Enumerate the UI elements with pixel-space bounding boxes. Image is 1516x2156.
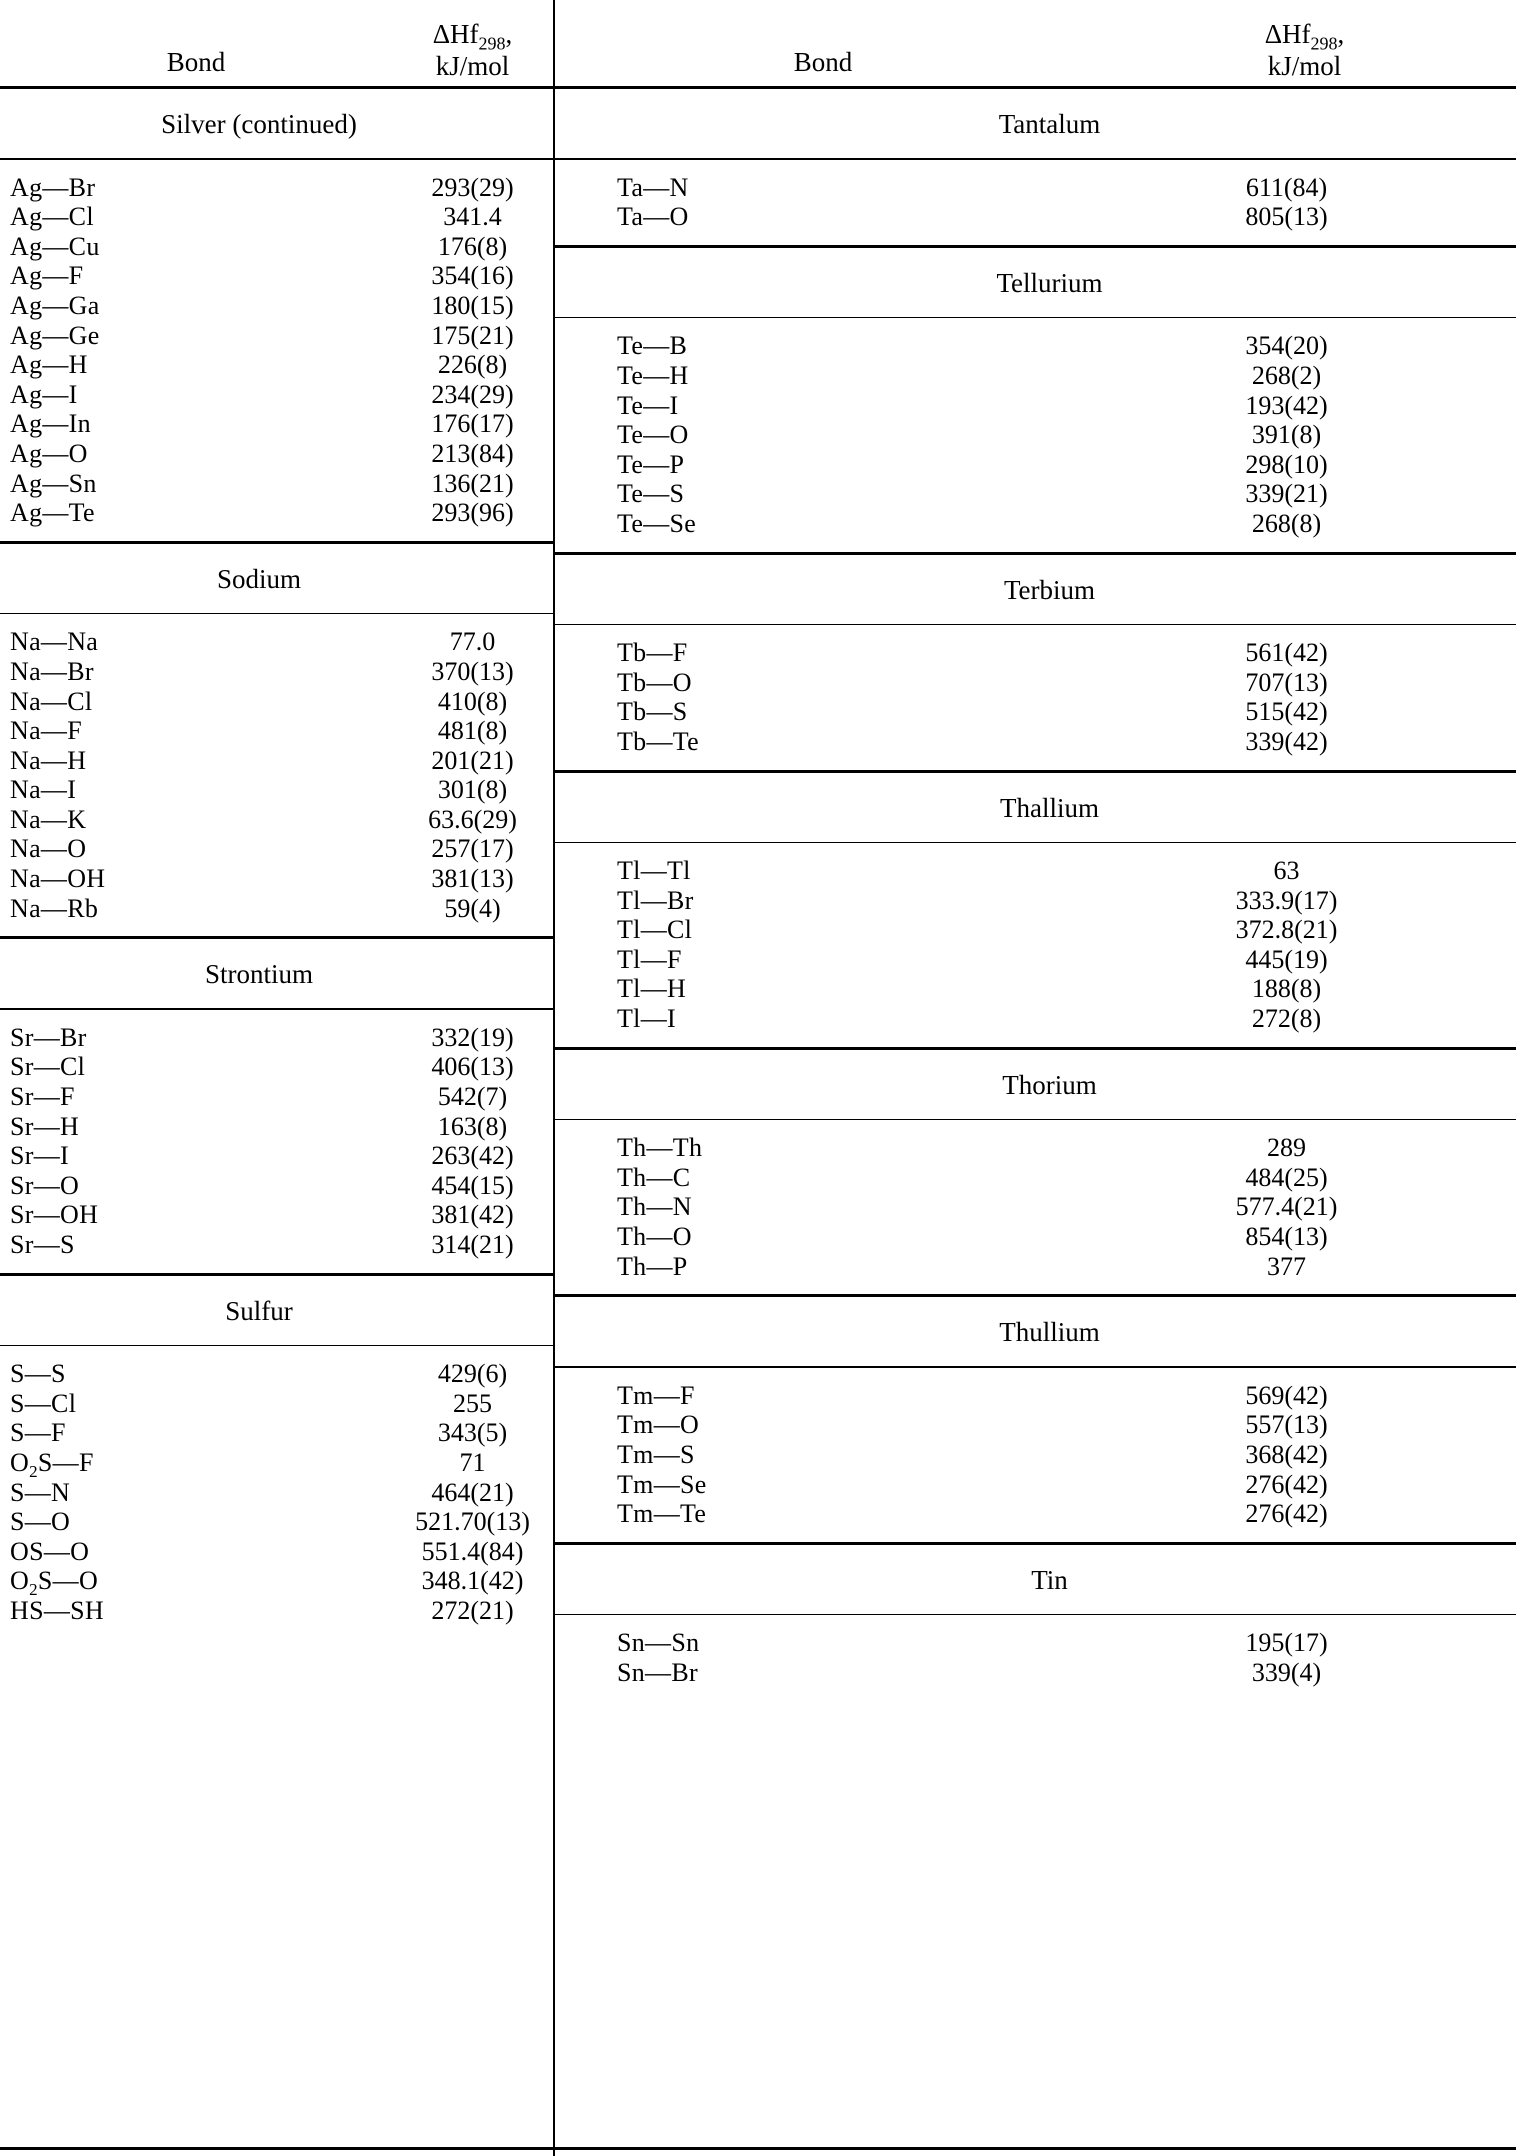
section-caption-block <box>553 1297 1516 1366</box>
bond-formula: S—Cl <box>10 1388 77 1418</box>
bond-formula: Th—O <box>617 1222 692 1252</box>
section-caption: Tellurium <box>996 267 1103 298</box>
table-row <box>0 380 553 410</box>
table-row <box>0 1082 553 1112</box>
section-rows <box>553 625 1516 769</box>
table-row <box>0 1112 553 1142</box>
bond-formula: Tl—Cl <box>617 915 693 945</box>
bond-formula: S—F <box>10 1418 66 1448</box>
bond-formula: Tl—H <box>617 974 687 1004</box>
bond-formula: Te—H <box>617 360 689 390</box>
enthalpy-value: 381(42) <box>431 1200 514 1230</box>
table-row <box>0 1537 553 1567</box>
enthalpy-value: 406(13) <box>431 1052 514 1082</box>
enthalpy-value: 429(6) <box>437 1359 508 1389</box>
table-row <box>0 775 553 805</box>
enthalpy-value: 551.4(84) <box>421 1536 524 1566</box>
bond-formula: Ag—Cu <box>10 231 100 261</box>
table-row <box>0 350 553 380</box>
enthalpy-value: 268(2) <box>1251 360 1322 390</box>
table-row <box>0 439 553 469</box>
enthalpy-value: 521.70(13) <box>415 1507 530 1537</box>
enthalpy-value: 276(42) <box>1245 1499 1328 1529</box>
enthalpy-value: 370(13) <box>431 656 514 686</box>
bond-formula: Tm—S <box>617 1440 695 1469</box>
left-header-enthalpy-symbol: ΔHf <box>432 19 479 50</box>
table-row <box>553 886 1516 916</box>
table-row <box>0 202 553 232</box>
table-row <box>0 805 553 835</box>
enthalpy-value: 339(42) <box>1245 726 1328 756</box>
table-row <box>0 261 553 291</box>
enthalpy-value: 454(15) <box>431 1170 514 1200</box>
enthalpy-value: 226(8) <box>437 350 508 380</box>
bond-formula: Ag—O <box>10 438 88 468</box>
table-bottom-rule <box>0 2147 553 2150</box>
table-row <box>553 1192 1516 1222</box>
enthalpy-value: 557(13) <box>1245 1410 1328 1440</box>
bond-formula: Tl—I <box>617 1004 676 1034</box>
table-row <box>0 1141 553 1171</box>
table-row <box>0 834 553 864</box>
left-header-bond: Bond <box>166 47 226 78</box>
table-row <box>0 1566 553 1600</box>
bond-formula: Te—Se <box>617 508 697 538</box>
section-caption-block <box>0 939 553 1008</box>
bond-formula: Te—I <box>617 390 679 420</box>
bond-formula: S—S <box>10 1359 66 1389</box>
enthalpy-value: 301(8) <box>437 775 508 805</box>
bond-formula: Na—Na <box>10 627 99 657</box>
right-header-units: kJ/mol <box>1267 50 1342 81</box>
enthalpy-value: 77.0 <box>449 627 496 657</box>
table-row <box>553 638 1516 668</box>
bond-formula: Ta—N <box>617 172 689 202</box>
section-caption-block <box>553 248 1516 317</box>
enthalpy-value: 339(21) <box>1245 479 1328 509</box>
section-caption: Tin <box>1031 1564 1068 1595</box>
enthalpy-value: 255 <box>453 1388 492 1418</box>
section-caption: Sulfur <box>225 1295 293 1326</box>
section-rows <box>0 1010 553 1273</box>
enthalpy-value: 341.4 <box>443 202 502 232</box>
bond-formula: Ag—I <box>10 379 78 409</box>
table-row <box>553 391 1516 421</box>
bond-formula: Ag—Cl <box>10 202 94 232</box>
table-row <box>553 1381 1516 1411</box>
table-row <box>553 668 1516 698</box>
table-row <box>553 1133 1516 1163</box>
bond-formula: Ag—F <box>10 261 84 291</box>
section-caption-block <box>0 544 553 613</box>
bond-formula: Te—B <box>617 331 688 361</box>
left-header-units: kJ/mol <box>435 50 510 81</box>
table-row <box>0 687 553 717</box>
section-caption-block <box>0 89 553 158</box>
table-row <box>553 974 1516 1004</box>
right-table-column <box>553 0 1516 2156</box>
right-header-enthalpy-symbol: ΔHf <box>1264 19 1311 50</box>
table-row <box>0 1230 553 1260</box>
bond-formula: HS—SH <box>10 1595 104 1625</box>
section-caption: Thorium <box>1002 1069 1097 1100</box>
bond-formula: Sr—S <box>10 1230 75 1259</box>
table-row <box>553 450 1516 480</box>
enthalpy-value: 175(21) <box>431 320 514 350</box>
table-row <box>553 420 1516 450</box>
bond-formula: Tm—O <box>617 1410 700 1440</box>
enthalpy-value: 63 <box>1273 856 1300 886</box>
section-caption: Tantalum <box>998 109 1101 139</box>
section-rows <box>553 318 1516 551</box>
bond-formula: Sn—Br <box>617 1657 698 1687</box>
enthalpy-value: 213(84) <box>431 438 514 468</box>
bond-formula: Tm—Se <box>617 1469 707 1499</box>
enthalpy-value: 481(8) <box>437 716 508 746</box>
bond-formula: Th—P <box>617 1251 688 1281</box>
bond-formula: OS—O <box>10 1536 90 1566</box>
section-caption-block <box>553 555 1516 624</box>
right-header-enthalpy-comma: , <box>1337 19 1345 50</box>
right-header-enthalpy-subscript: 298 <box>1310 33 1338 54</box>
bond-formula: Tl—F <box>617 944 682 974</box>
enthalpy-value: 268(8) <box>1251 508 1322 538</box>
table-row <box>0 657 553 687</box>
table-row <box>0 1200 553 1230</box>
table-row <box>553 173 1516 203</box>
bond-formula: Ag—Sn <box>10 468 97 498</box>
enthalpy-value: 332(19) <box>431 1022 514 1052</box>
bond-formula: S—O <box>10 1507 71 1537</box>
section-rows <box>0 1346 553 1638</box>
bond-formula: Sr—H <box>10 1111 80 1141</box>
enthalpy-value: 176(17) <box>431 409 514 439</box>
table-row <box>0 232 553 262</box>
enthalpy-value: 136(21) <box>431 468 514 498</box>
enthalpy-value: 333.9(17) <box>1235 885 1338 915</box>
table-row <box>553 945 1516 975</box>
enthalpy-value: 272(8) <box>1251 1004 1322 1034</box>
enthalpy-value: 354(16) <box>431 261 514 291</box>
section-rows <box>0 160 553 541</box>
table-row <box>553 1222 1516 1252</box>
table-row <box>0 1052 553 1082</box>
left-table-body <box>0 89 553 1639</box>
bond-formula: Sr—OH <box>10 1200 99 1230</box>
table-row <box>553 361 1516 391</box>
table-row <box>553 856 1516 886</box>
bond-formula: Tb—O <box>617 667 692 697</box>
left-header-enthalpy-comma: , <box>505 19 513 50</box>
enthalpy-value: 372.8(21) <box>1235 915 1338 945</box>
table-row <box>0 1171 553 1201</box>
right-table-header <box>553 0 1516 86</box>
table-bottom-rule <box>553 2147 1516 2150</box>
enthalpy-value: 348.1(42) <box>421 1566 524 1596</box>
table-row <box>0 1447 553 1482</box>
table-row <box>0 291 553 321</box>
enthalpy-value: 515(42) <box>1245 697 1328 727</box>
enthalpy-value: 193(42) <box>1245 390 1328 420</box>
bond-formula: Na—K <box>10 804 87 834</box>
bond-formula: Te—P <box>617 449 685 479</box>
table-row <box>0 321 553 351</box>
section-caption-block <box>553 89 1516 158</box>
table-row <box>0 1359 553 1389</box>
bond-formula: Th—C <box>617 1162 691 1192</box>
table-row <box>0 716 553 746</box>
bond-formula: Tb—Te <box>617 726 699 756</box>
enthalpy-value: 805(13) <box>1245 202 1328 232</box>
bond-formula: Th—N <box>617 1192 692 1222</box>
section-caption: Silver (continued) <box>161 109 357 139</box>
bond-formula: Ag—H <box>10 350 88 380</box>
enthalpy-value: 176(8) <box>437 231 508 261</box>
section-rows <box>553 1615 1516 1700</box>
bond-formula: Sn—Sn <box>617 1628 700 1658</box>
table-row <box>0 469 553 499</box>
right-table-body <box>553 89 1516 1701</box>
table-row <box>553 1004 1516 1034</box>
table-row <box>553 1410 1516 1440</box>
bond-formula: Na—Rb <box>10 893 99 923</box>
right-header-bond: Bond <box>793 47 853 78</box>
enthalpy-value: 276(42) <box>1245 1469 1328 1499</box>
table-row <box>553 697 1516 727</box>
bond-formula: Na—H <box>10 745 87 775</box>
table-row <box>553 509 1516 539</box>
left-header-enthalpy <box>392 19 553 82</box>
section-caption: Sodium <box>216 563 302 594</box>
table-row <box>0 498 553 528</box>
enthalpy-value: 484(25) <box>1245 1162 1328 1192</box>
enthalpy-value: 289 <box>1267 1133 1306 1163</box>
bond-formula: Sr—Br <box>10 1022 87 1052</box>
bond-formula: Tb—S <box>617 697 688 727</box>
bond-formula: Na—Br <box>10 656 94 686</box>
enthalpy-value: 577.4(21) <box>1235 1192 1338 1222</box>
enthalpy-value: 234(29) <box>431 379 514 409</box>
bond-formula: Ag—Ge <box>10 320 100 350</box>
section-rows <box>0 614 553 936</box>
table-row <box>0 864 553 894</box>
enthalpy-value: 410(8) <box>437 686 508 716</box>
enthalpy-value: 59(4) <box>444 893 501 923</box>
table-row <box>0 1389 553 1419</box>
section-caption-block <box>553 1050 1516 1119</box>
table-row <box>553 1440 1516 1470</box>
section-caption-block <box>0 1276 553 1345</box>
enthalpy-value: 188(8) <box>1251 974 1322 1004</box>
table-row <box>553 479 1516 509</box>
table-row <box>553 331 1516 361</box>
enthalpy-value: 163(8) <box>437 1111 508 1141</box>
bond-formula: Tl—Br <box>617 885 694 915</box>
section-caption-block <box>553 773 1516 842</box>
bond-formula: Sr—F <box>10 1082 75 1112</box>
table-row <box>0 1596 553 1626</box>
bond-formula: Tb—F <box>617 638 688 668</box>
table-row <box>553 915 1516 945</box>
left-table-header <box>0 0 553 86</box>
table-row <box>553 727 1516 757</box>
enthalpy-value: 339(4) <box>1251 1657 1322 1687</box>
bond-formula: Ag—Ga <box>10 290 100 320</box>
enthalpy-value: 201(21) <box>431 745 514 775</box>
enthalpy-value: 354(20) <box>1245 331 1328 361</box>
bond-formula: Tm—Te <box>617 1499 707 1529</box>
table-row <box>0 746 553 776</box>
table-row <box>0 1418 553 1448</box>
table-row <box>553 202 1516 232</box>
bond-formula: Te—O <box>617 420 689 450</box>
bond-formula: S—N <box>10 1477 71 1507</box>
enthalpy-value: 464(21) <box>431 1477 514 1507</box>
enthalpy-value: 293(29) <box>431 172 514 202</box>
section-rows <box>553 1368 1516 1542</box>
bond-formula: Na—Cl <box>10 686 93 716</box>
table-row <box>553 1658 1516 1688</box>
table-row <box>553 1163 1516 1193</box>
table-row <box>553 1499 1516 1529</box>
left-table-column <box>0 0 553 2156</box>
bond-formula: Tl—Tl <box>617 856 691 886</box>
bond-formula: Sr—O <box>10 1170 80 1200</box>
section-caption: Thullium <box>999 1317 1100 1348</box>
bond-formula: Na—OH <box>10 864 106 894</box>
enthalpy-value: 71 <box>459 1447 486 1477</box>
bond-formula: Na—O <box>10 834 87 864</box>
table-row <box>553 1252 1516 1282</box>
table-row <box>553 1470 1516 1500</box>
bond-formula: $O_2S—O$ <box>10 1566 99 1600</box>
bond-formula: Ag—Te <box>10 498 95 528</box>
enthalpy-value: 263(42) <box>431 1141 514 1171</box>
section-rows <box>553 160 1516 245</box>
enthalpy-value: 368(42) <box>1245 1440 1328 1469</box>
enthalpy-value: 445(19) <box>1245 944 1328 974</box>
enthalpy-value: 298(10) <box>1245 449 1328 479</box>
table-row <box>553 1628 1516 1658</box>
enthalpy-value: 257(17) <box>431 834 514 864</box>
bond-formula: Ag—Br <box>10 172 96 202</box>
bond-formula: Sr—I <box>10 1141 69 1171</box>
section-rows <box>553 1120 1516 1294</box>
bond-formula: $O_2S—F$ <box>10 1447 94 1482</box>
section-caption: Thallium <box>1000 792 1099 823</box>
bond-formula: Na—F <box>10 716 82 746</box>
enthalpy-value: 293(96) <box>431 498 514 528</box>
bond-formula: Na—I <box>10 775 77 805</box>
enthalpy-value: 611(84) <box>1245 172 1328 202</box>
table-row <box>0 1023 553 1053</box>
right-header-enthalpy <box>1093 19 1516 82</box>
section-caption: Strontium <box>204 959 313 990</box>
enthalpy-value: 569(42) <box>1245 1380 1328 1410</box>
enthalpy-value: 195(17) <box>1245 1628 1328 1658</box>
enthalpy-value: 314(21) <box>431 1230 514 1259</box>
enthalpy-value: 272(21) <box>431 1595 514 1625</box>
enthalpy-value: 391(8) <box>1251 420 1322 450</box>
section-caption-block <box>553 1545 1516 1614</box>
table-row <box>0 1478 553 1508</box>
bond-formula: Tm—F <box>617 1380 695 1410</box>
enthalpy-value: 381(13) <box>431 864 514 894</box>
enthalpy-value: 542(7) <box>437 1082 508 1112</box>
section-caption: Terbium <box>1003 574 1096 605</box>
enthalpy-value: 63.6(29) <box>428 804 517 834</box>
table-row <box>0 1507 553 1537</box>
bond-formula: Th—Th <box>617 1133 703 1163</box>
enthalpy-value: 707(13) <box>1245 667 1328 697</box>
bond-formula: Ta—O <box>617 202 689 232</box>
enthalpy-value: 180(15) <box>431 290 514 320</box>
table-row <box>0 173 553 203</box>
bond-formula: Ag—In <box>10 409 91 439</box>
enthalpy-value: 854(13) <box>1245 1222 1328 1252</box>
bond-formula: Sr—Cl <box>10 1052 86 1082</box>
table-row <box>0 894 553 924</box>
table-row <box>0 627 553 657</box>
enthalpy-value: 343(5) <box>437 1418 508 1448</box>
section-rows <box>553 843 1516 1047</box>
enthalpy-value: 561(42) <box>1245 638 1328 668</box>
left-header-enthalpy-subscript: 298 <box>478 33 506 54</box>
enthalpy-value: 377 <box>1267 1251 1306 1281</box>
bond-formula: Te—S <box>617 479 685 509</box>
table-row <box>0 409 553 439</box>
